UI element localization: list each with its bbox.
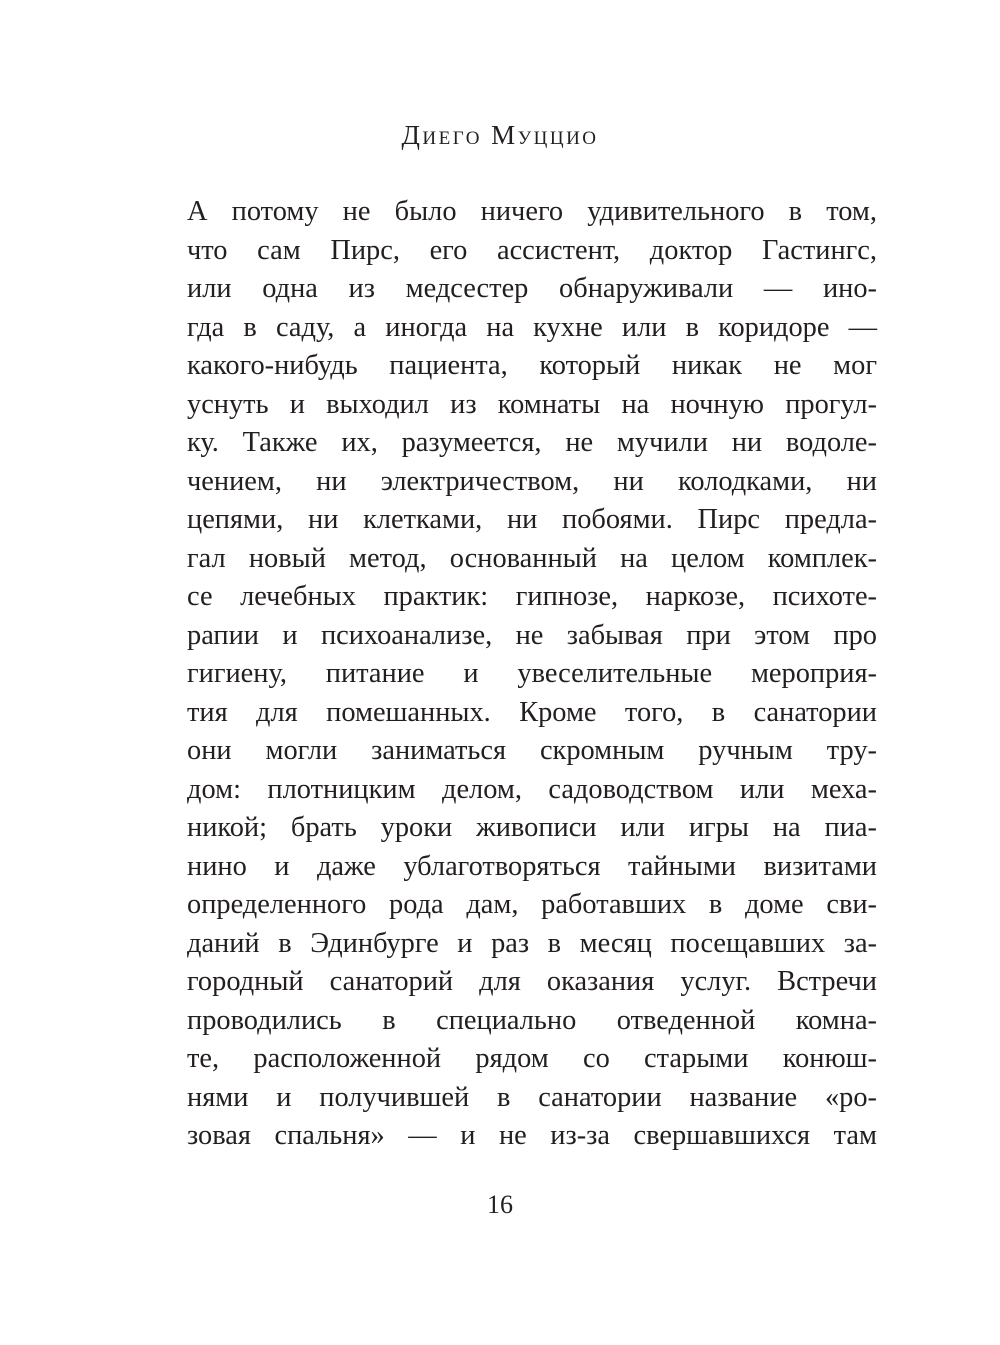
text-line: они могли заниматься скромным ручным тру- [187, 735, 877, 766]
body-text [187, 193, 877, 1156]
text-line: тия для помешанных. Кроме того, в санатории [187, 696, 877, 728]
text-line: какого-нибудь пациента, который никак не мог [187, 350, 877, 381]
text-line: или одна из медсестер обнаруживали — ино- [187, 273, 877, 304]
text-line: что сам Пирс, его ассистент, доктор Гастингс, [187, 234, 877, 266]
text-line: нями и получившей в санатории название «ро- [187, 1081, 877, 1113]
text-line: даний в Эдинбурге и раз в месяц посещавших за- [187, 927, 877, 959]
text-line: А потому не было ничего удивительного в том, [187, 196, 877, 227]
text-line: ку. Также их, разумеется, не мучили ни водоле- [187, 427, 877, 458]
text-line: те, расположенной рядом со старыми конюш- [187, 1043, 877, 1074]
page-number: 16 [487, 1190, 513, 1219]
text-line: рапии и психоанализе, не забывая при этом про [187, 619, 877, 651]
text-line: чением, ни электричеством, ни колодками, ни [187, 465, 877, 497]
text-line: нино и даже ублаготворяться тайными визитами [187, 850, 877, 882]
running-header-author: Диего Муццио [401, 120, 599, 150]
text-line: городный санаторий для оказания услуг. Встречи [187, 966, 877, 997]
text-line: дом: плотницким делом, садоводством или меха- [187, 773, 877, 805]
text-line: гигиену, питание и увеселительные мероприя- [187, 658, 877, 689]
text-line: проводились в специально отведенной комна- [187, 1004, 877, 1036]
text-line: цепями, ни клетками, ни побоями. Пирс предла- [187, 504, 877, 535]
text-line: определенного рода дам, работавших в доме сви- [187, 889, 877, 920]
text-line: уснуть и выходил из комнаты на ночную прогул- [187, 388, 877, 420]
text-line: гал новый метод, основанный на целом комплек- [187, 542, 877, 574]
text-line: се лечебных практик: гипнозе, наркозе, психоте- [187, 581, 877, 612]
text-line: никой; брать уроки живописи или игры на пиа- [187, 812, 877, 843]
text-line: гда в саду, а иногда на кухне или в коридоре — [187, 311, 877, 343]
text-line: зовая спальня» — и не из-за свершавшихся там [187, 1120, 877, 1151]
